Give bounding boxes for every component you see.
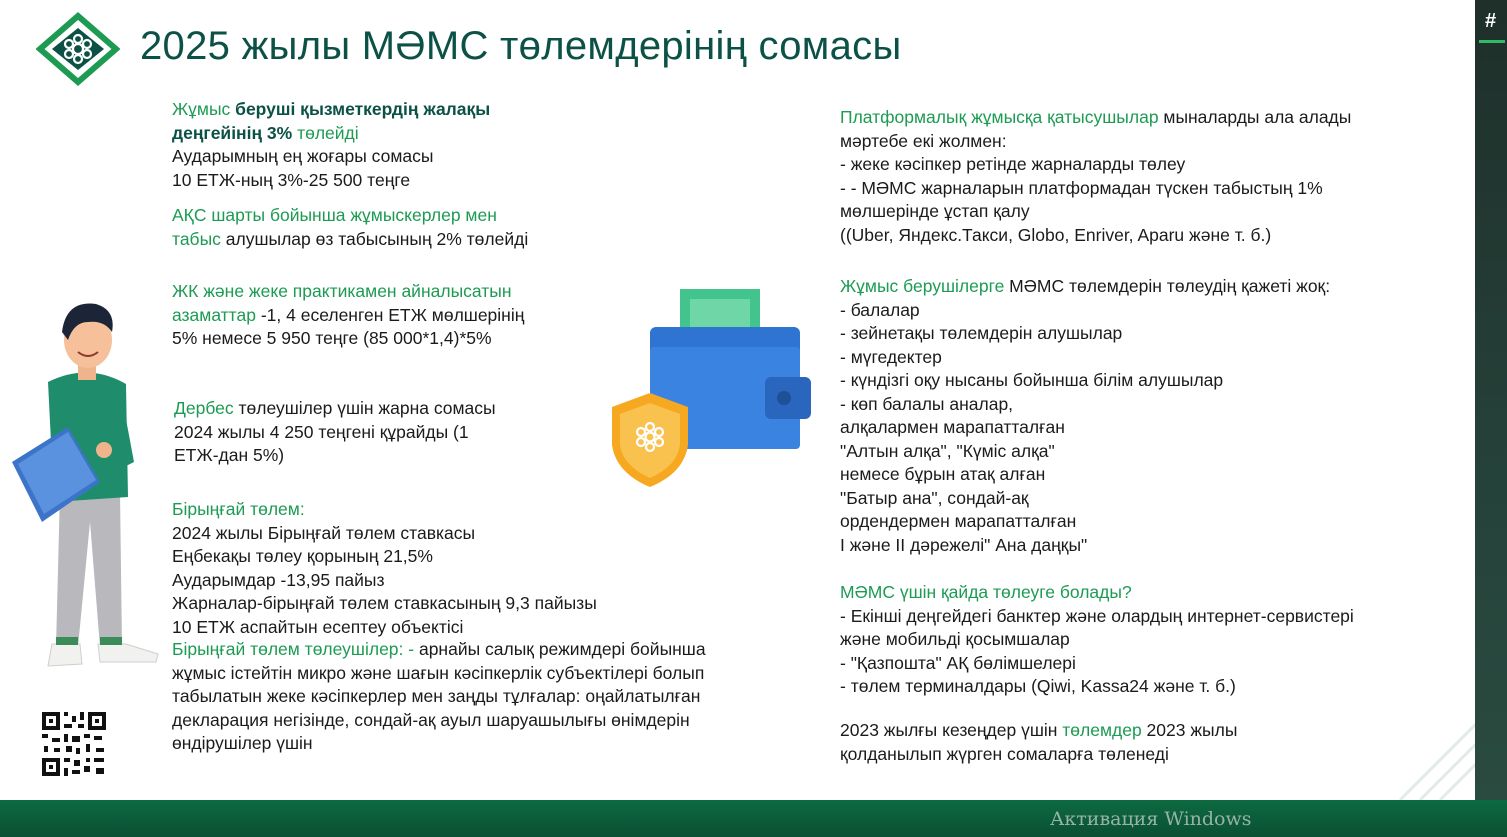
text-gpc-line1: АҚС шарты бойынша жұмыскерлер мен	[172, 205, 497, 225]
text-single-payers: Бірыңғай төлем төлеушілер: -	[172, 639, 415, 659]
list-item: - балалар	[840, 299, 920, 320]
where-to-pay-heading: МӘМС үшін қайда төлеуге болады?	[840, 582, 1132, 602]
list-item: - көп балалы аналар,	[840, 393, 1014, 414]
gpc-workers-block	[172, 204, 528, 251]
windows-activation-watermark: Активация Windows	[1050, 808, 1252, 830]
list-item: және мобильді қосымшалар	[840, 629, 1070, 649]
list-item: I және II дәрежелі" Ана даңқы"	[840, 534, 1088, 555]
side-panel-divider	[1479, 40, 1505, 43]
text-ip-line1: ЖК және жеке практикамен айналысатын	[172, 281, 512, 301]
list-item: - - МӘМС жарналарын платформадан түскен табыстың 1%	[840, 177, 1323, 198]
list-item: - төлем терминалдары (Qiwi, Kassa24 және т. б.)	[840, 676, 1236, 696]
list-item: ордендермен марапатталған	[840, 511, 1077, 531]
page-title: 2025 жылы МӘМС төлемдерінің сомасы	[140, 24, 902, 68]
list-item: алқалармен марапатталған	[840, 417, 1065, 437]
list-item: - күндізгі оқу нысаны бойынша білім алушылар	[840, 370, 1224, 390]
list-item: декларация негізінде, сондай-ақ ауыл шаруашылығы өнімдерін	[172, 709, 690, 730]
where-to-pay-block	[840, 581, 1354, 699]
logo-icon	[36, 12, 120, 86]
list-item: мәртебе екі жолмен:	[840, 130, 1007, 151]
hash-label: #	[1485, 10, 1497, 32]
self-payers-block	[174, 397, 496, 468]
list-item: Жарналар-бірыңғай төлем ставкасының 9,3 пайызы	[172, 593, 597, 613]
sole-proprietor-block	[172, 280, 524, 351]
text-employer-b: беруші қызметкердің жалақы	[235, 99, 491, 119]
wallet-shield-icon	[600, 285, 815, 490]
list-item: "Алтын алқа", "Күміс алқа"	[840, 440, 1055, 461]
employer-payment-block	[172, 98, 490, 192]
list-item: - "Қазпошта" АҚ бөлімшелері	[840, 652, 1076, 673]
list-item: - Екінші деңгейдегі банктер және олардың интернет-сервистері	[840, 605, 1354, 626]
text-ip-amount: 5% немесе 5 950 теңге (85 000*1,4)*5%	[172, 328, 492, 348]
text-self-payers-2024: 2024 жылы 4 250 теңгені құрайды (1	[174, 421, 469, 442]
text-max-amount: 10 ЕТЖ-ның 3%-25 500 теңге	[172, 169, 411, 190]
text-self-payers: Дербес	[174, 398, 234, 418]
platform-workers-block	[840, 106, 1351, 247]
text-gpc-income: табыс	[172, 228, 221, 249]
list-item: мөлшерінде ұстап қалу	[840, 201, 1030, 221]
decorative-lines-icon	[1390, 700, 1480, 800]
person-illustration-icon	[8, 292, 168, 682]
text-no-need: МӘМС төлемдерін төлеудің қажеті жоқ:	[1004, 276, 1331, 296]
single-payment-payers-block	[172, 638, 706, 756]
text-self-payers-rate: ЕТЖ-дан 5%)	[174, 445, 285, 465]
list-item: немесе бұрын атақ алған	[840, 464, 1046, 484]
text-gpc-pay: алушылар өз табысының 2% төлейді	[220, 228, 529, 249]
text-ip-citizens: азаматтар	[172, 304, 256, 325]
text-single-payers-regime: арнайы салық режимдері бойынша	[414, 639, 706, 659]
bottom-bar	[0, 800, 1507, 837]
list-item: 10 ЕТЖ аспайтын есептеу объектісі	[172, 616, 464, 637]
text-employers: Жұмыс берушілерге	[840, 276, 1005, 296]
single-payment-heading: Бірыңғай төлем:	[172, 499, 305, 519]
text-payments: төлемдер	[1062, 720, 1142, 740]
list-item: 2024 жылы Бірыңғай төлем ставкасы	[172, 522, 476, 543]
text-platform-workers: Платформалық жұмысқа қатысушылар	[840, 107, 1159, 127]
list-item: өндірушілер үшін	[172, 733, 313, 753]
text-employer-a: Жұмыс	[172, 99, 236, 119]
text-self-payers-sum: төлеушілер үшін жарна сомасы	[233, 398, 496, 418]
list-item: Еңбекақы төлеу қорының 21,5%	[172, 546, 433, 566]
text-max-deduction: Аударымның ең жоғары сомасы	[172, 146, 434, 166]
text-2023-year: 2023 жылы	[1141, 720, 1238, 740]
exempt-categories-block	[840, 275, 1330, 557]
text-platform-can: мыналарды ала алады	[1158, 107, 1352, 127]
list-item: - зейнетақы төлемдерін алушылар	[840, 323, 1123, 343]
text-ip-rate: -1, 4 еселенген ЕТЖ мөлшерінің	[255, 304, 525, 325]
list-item: жұмыс істейтін микро және шағын кәсіпкерлік субъектілері болып	[172, 662, 705, 683]
text-employer-rate: деңгейінің 3%	[172, 122, 293, 143]
text-2023-periods: 2023 жылғы кезеңдер үшін	[840, 720, 1063, 740]
list-item: - жеке кәсіпкер ретінде жарналарды төлеу	[840, 154, 1186, 174]
list-item: "Батыр ана", сондай-ақ	[840, 487, 1029, 508]
qr-code-icon	[40, 710, 108, 778]
list-item: - мүгедектер	[840, 346, 942, 367]
side-panel	[1475, 0, 1507, 800]
text-2023-amounts: қолданылып жүрген сомаларға төленеді	[840, 743, 1169, 764]
text-employer-pays: төлейді	[292, 122, 359, 143]
list-item: ((Uber, Яндекс.Такси, Globo, Enriver, Aparu және т. б.)	[840, 224, 1272, 245]
periods-2023-block	[840, 719, 1237, 766]
list-item: табылатын жеке кәсіпкерлер мен заңды тұлғалар: оңайлатылған	[172, 686, 701, 706]
list-item: Аударымдар -13,95 пайыз	[172, 569, 385, 590]
single-payment-block	[172, 498, 597, 639]
